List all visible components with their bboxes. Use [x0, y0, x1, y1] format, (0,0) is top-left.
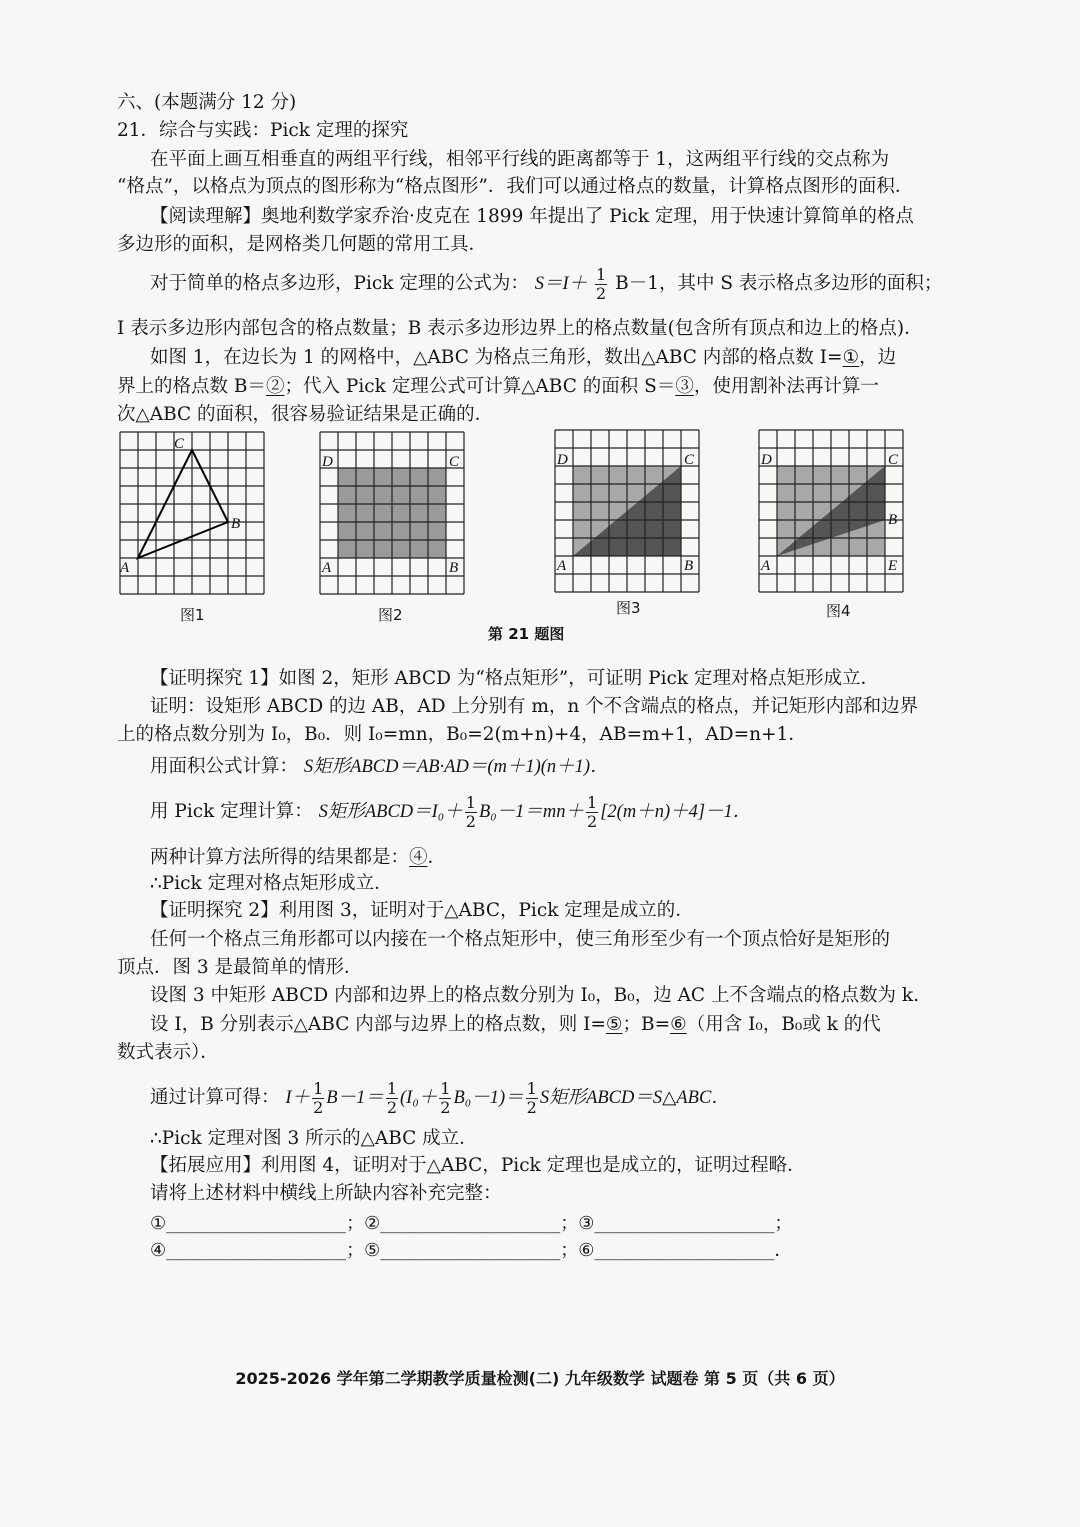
half-fraction-2 — [465, 792, 477, 831]
result-line — [150, 845, 975, 871]
area-prefix: 用面积公式计算： — [150, 756, 299, 777]
proof2-line-5 — [150, 1012, 975, 1038]
half-fraction-3 — [586, 792, 598, 831]
calc-f4: B₀－1)＝ — [453, 1088, 524, 1108]
definition-line: I 表示多边形内部包含的格点数量；B 表示多边形边界上的格点数量(包含所有顶点和边上的格点)． — [117, 318, 923, 339]
proof1-line-3: 上的格点数分别为 I₀，B₀．则 I₀=mn，B₀=2(m+n)+4，AB=m+1，AD=n+1． — [117, 724, 807, 745]
figure-2-label: 图2 — [378, 606, 403, 624]
calc-line — [150, 1076, 975, 1120]
fig1-line-2 — [117, 374, 975, 400]
therefore-line-1: ∴Pick 定理对格点矩形成立． — [150, 873, 393, 894]
area-formula-line — [150, 754, 975, 780]
proof2-text-c: （用含 I₀，B₀或 k 的代 — [686, 1014, 881, 1035]
calc-prefix: 通过计算可得： — [150, 1087, 280, 1108]
fig1-label-b: B — [231, 516, 241, 532]
proof2-line-6: 数式表示）． — [117, 1042, 219, 1063]
answer-row-1[interactable]: ①____________________；②____________________；③____________________； — [150, 1213, 793, 1234]
fig3-label-d: D — [557, 452, 568, 468]
half-fraction — [595, 264, 607, 303]
intro-line-1: 在平面上画互相垂直的两组平行线，相邻平行线的距离都等于 1，这两组平行线的交点称为 — [150, 149, 890, 170]
half-fraction-6 — [439, 1078, 451, 1117]
figure-caption: 第 21 题图 — [488, 625, 565, 643]
frac-num: 1 — [440, 1078, 451, 1098]
formula-tail: B－1，其中 S 表示格点多边形的面积； — [615, 273, 943, 294]
calc-f2: B－1＝ — [326, 1088, 384, 1108]
fig1-text-d: ；代入 Pick 定理公式可计算△ABC 的面积 S＝ — [284, 376, 676, 397]
proof1-line-2: 证明：设矩形 ABCD 的边 AB，AD 上分别有 m，n 个不含端点的格点，并记矩形内部和边界 — [150, 696, 919, 717]
blank-3[interactable]: ③ — [675, 376, 694, 397]
pick-formula-3: [2(m＋n)＋4]－1． — [600, 802, 752, 822]
figure-4-grid — [757, 428, 907, 598]
fill-prompt-line: 请将上述材料中横线上所缺内容补充完整： — [150, 1183, 502, 1204]
fig4-label-d: D — [761, 452, 772, 468]
half-fraction-5 — [386, 1078, 398, 1117]
fig1-label-a: A — [120, 560, 130, 576]
proof2-text-a: 设 I，B 分别表示△ABC 内部与边界上的格点数，则 I= — [150, 1014, 606, 1035]
page-footer: 2025-2026 学年第二学期教学质量检测(二) 九年级数学 试题卷 第 5 页（共 6 页） — [235, 1369, 845, 1388]
extension-line: 【拓展应用】利用图 4，证明对于△ABC，Pick 定理也是成立的，证明过程略． — [150, 1155, 806, 1176]
therefore-line-2: ∴Pick 定理对图 3 所示的△ABC 成立． — [150, 1128, 478, 1149]
result-prefix: 两种计算方法所得的结果都是： — [150, 847, 410, 868]
formula-prefix: 对于简单的格点多边形，Pick 定理的公式为： — [150, 273, 529, 294]
frac-den: 2 — [440, 1097, 451, 1117]
fig1-text-e: ，使用割补法再计算一 — [693, 376, 879, 397]
fig4-label-a: A — [761, 558, 771, 574]
calc-f5: S矩形ABCD＝S△ABC． — [539, 1088, 730, 1108]
frac-den: 2 — [596, 283, 607, 303]
frac-den: 2 — [587, 811, 598, 831]
area-formula: S矩形ABCD＝AB·AD＝(m＋1)(n＋1)． — [303, 757, 609, 777]
blank-4[interactable]: ④ — [409, 847, 428, 868]
blank-2[interactable]: ② — [265, 376, 285, 397]
frac-num: 1 — [313, 1078, 324, 1098]
proof2-line-1: 【证明探究 2】利用图 3，证明对于△ABC，Pick 定理是成立的． — [150, 900, 694, 921]
section-heading: 六、(本题满分 12 分) — [117, 92, 297, 113]
intro-line-2: “格点”，以格点为顶点的图形称为“格点图形”．我们可以通过格点的数量，计算格点图形的面积． — [117, 176, 914, 197]
fig4-label-c: C — [888, 452, 899, 468]
reading-line-1: 【阅读理解】奥地利数学家乔治·皮克在 1899 年提出了 Pick 定理，用于快速计算简单的格点 — [150, 206, 914, 227]
result-post: ． — [427, 847, 447, 868]
reading-line-2: 多边形的面积，是网格类几何题的常用工具． — [117, 234, 488, 255]
fig1-text-a: 如图 1，在边长为 1 的网格中，△ABC 为格点三角形，数出△ABC 内部的格点数 I= — [150, 347, 843, 368]
pick-prefix: 用 Pick 定理计算： — [150, 801, 313, 822]
fig2-label-c: C — [449, 454, 460, 470]
proof1-line-1: 【证明探究 1】如图 2，矩形 ABCD 为“格点矩形”，可证明 Pick 定理对格点矩形成立． — [150, 668, 879, 689]
proof2-line-3: 顶点．图 3 是最简单的情形． — [117, 957, 363, 978]
proof2-line-4: 设图 3 中矩形 ABCD 内部和边界上的格点数分别为 I₀，B₀，边 AC 上不含端点的格点数为 k. — [150, 985, 919, 1006]
blank-1[interactable]: ① — [842, 347, 860, 368]
answer-row-2[interactable]: ④____________________；⑤____________________；⑥____________________． — [150, 1240, 793, 1261]
frac-den: 2 — [526, 1097, 537, 1117]
frac-num: 1 — [596, 264, 607, 284]
fig1-line-1 — [150, 345, 975, 371]
frac-num: 1 — [587, 792, 598, 812]
frac-num: 1 — [465, 792, 476, 812]
pick-calc-line — [150, 790, 975, 834]
formula-s: S＝I＋ — [534, 274, 588, 294]
question-title: 21．综合与实践：Pick 定理的探究 — [117, 120, 409, 141]
fig4-label-e: E — [888, 558, 898, 574]
figure-3-label: 图3 — [616, 599, 641, 617]
figure-2-grid — [318, 430, 468, 600]
pick-formula-2: B₀－1＝mn＋ — [478, 802, 585, 822]
fig3-label-b: B — [684, 558, 694, 574]
half-fraction-4 — [312, 1078, 324, 1117]
fig1-text-b: ，边 — [859, 347, 897, 368]
figure-1-label: 图1 — [180, 606, 205, 624]
half-fraction-7 — [526, 1078, 538, 1117]
frac-num: 1 — [386, 1078, 398, 1098]
proof2-line-2: 任何一个格点三角形都可以内接在一个格点矩形中，使三角形至少有一个顶点恰好是矩形的 — [150, 929, 891, 950]
calc-f3: (I₀＋ — [400, 1088, 438, 1108]
fig2-label-b: B — [449, 560, 459, 576]
fig3-label-a: A — [557, 558, 567, 574]
frac-den: 2 — [386, 1097, 398, 1117]
figure-1-grid — [118, 430, 268, 600]
calc-f1: I＋ — [285, 1088, 311, 1108]
fig1-label-c: C — [174, 436, 185, 452]
fig3-label-c: C — [684, 452, 695, 468]
frac-den: 2 — [465, 811, 476, 831]
fig4-label-b: B — [888, 512, 898, 528]
pick-formula-1: S矩形ABCD＝I₀＋ — [318, 802, 463, 822]
figure-4-label: 图4 — [826, 602, 851, 620]
proof2-text-b: ；B= — [622, 1014, 671, 1035]
fig1-line-3: 次△ABC 的面积，很容易验证结果是正确的． — [117, 404, 494, 425]
figure-3-grid — [553, 428, 703, 598]
frac-num: 1 — [526, 1078, 537, 1098]
fig1-text-c: 界上的格点数 B＝ — [117, 376, 266, 397]
frac-den: 2 — [313, 1097, 324, 1117]
fig2-label-d: D — [322, 454, 333, 470]
blank-5[interactable]: ⑤ — [605, 1014, 623, 1035]
fig2-label-a: A — [322, 560, 332, 576]
pick-formula-line — [150, 264, 975, 304]
blank-6[interactable]: ⑥ — [670, 1014, 687, 1035]
